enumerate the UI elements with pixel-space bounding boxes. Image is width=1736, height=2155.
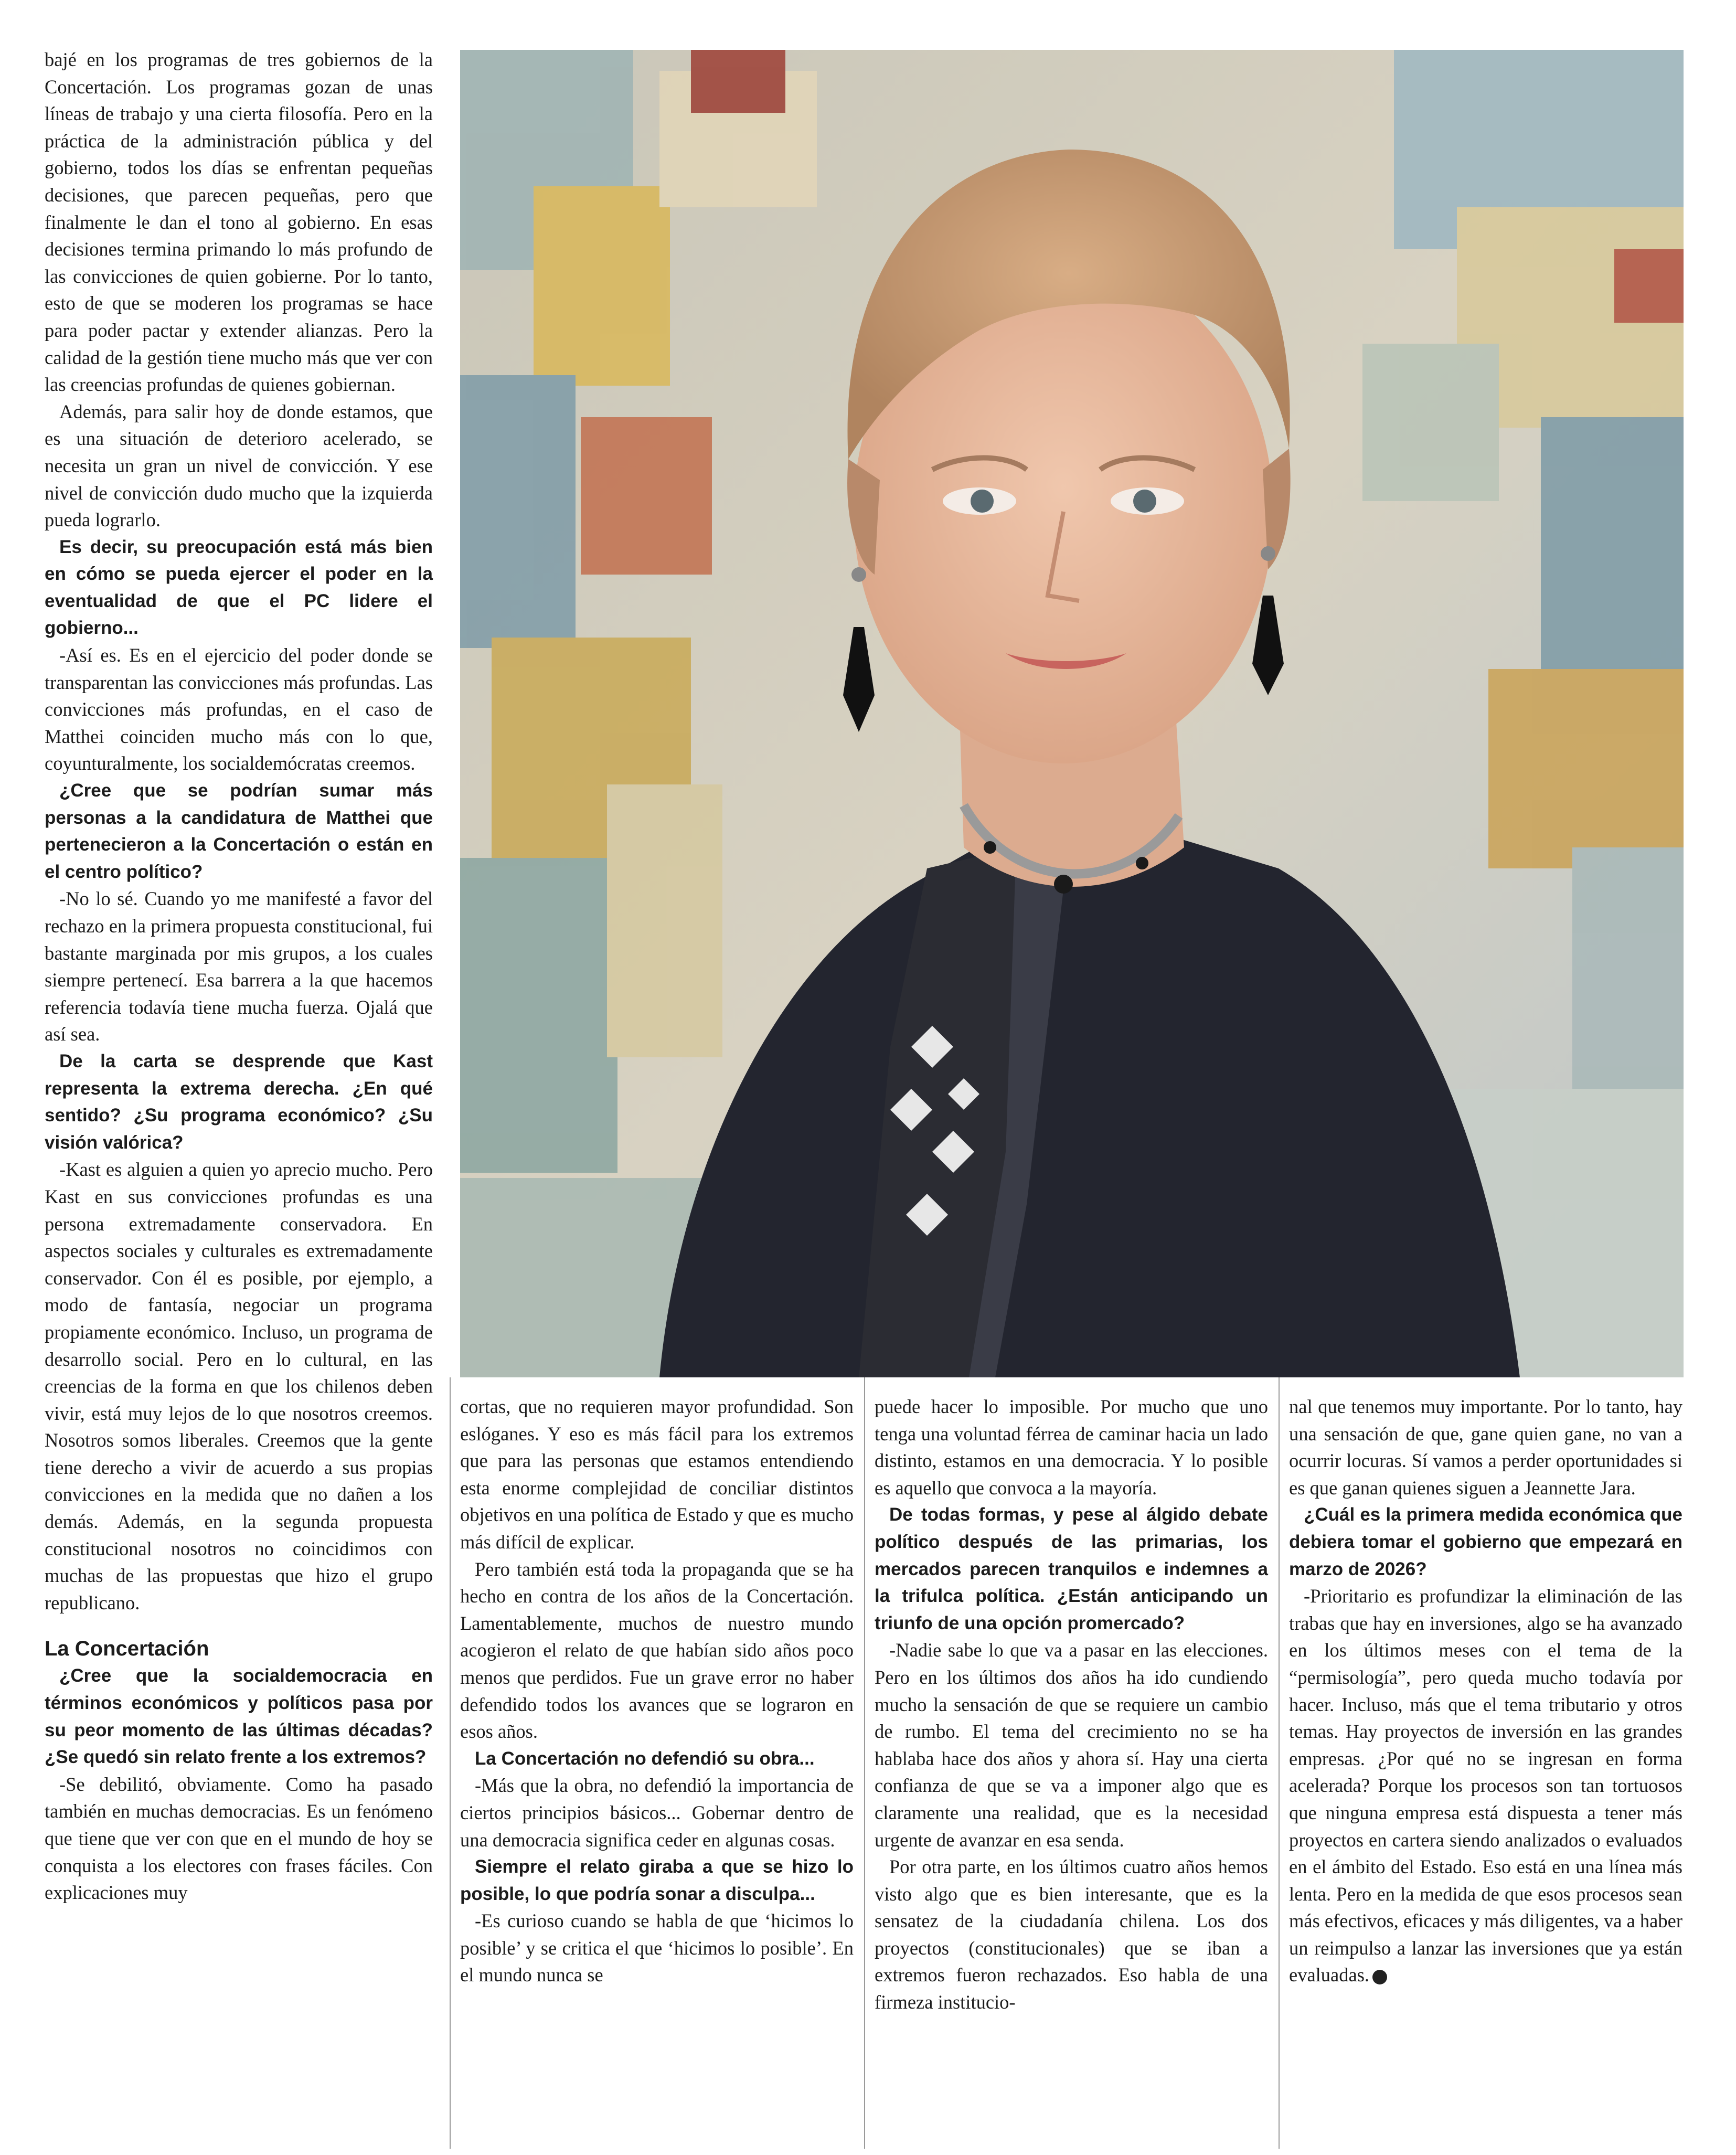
interview-question: La Concertación no defendió su obra... <box>475 1748 815 1769</box>
interview-question: De la carta se desprende que Kast representa la extrema derecha. ¿En qué sentido? ¿Su programa económico? ¿Su visión valórica? <box>45 1050 433 1153</box>
answer-text: -Prioritario es profundizar la eliminación de las trabas que hay en inversiones, algo se ha avanzado en los últimos meses con el tema de la “permisología”, pero queda mucho todavía por hacer. Incluso, más que el tema tributario y otros temas. Hay proyectos de inversión en las grandes empresas. ¿Por qué no se ingresan en forma acelerada? Porque los procesos son tan tortuosos que ninguna empresa está dispuesta a tener más proyectos en cartera siendo analizados o evaluados en el ámbito del Estado. Eso está en una línea más lenta. Pero en la medida de que esos procesos sean más efectivos, eficaces y más diligentes, va a haber un reimpulso a lanzar las inversiones que ya están evaluadas. <box>1289 1585 1682 1986</box>
interview-answer: -No lo sé. Cuando yo me manifesté a favor del rechazo en la primera propuesta constitucional, fui bastante marginada por mis grupos, a los cuales siempre pertenecí. Esa barrera a la que hacemos referencia todavía tiene mucha fuerza. Ojalá que así sea. <box>45 888 433 1045</box>
portrait-illustration <box>460 50 1684 1377</box>
column-divider <box>450 1377 451 2149</box>
column-1 <box>45 46 433 1906</box>
interview-answer: -Kast es alguien a quien yo aprecio mucho. Pero Kast en sus convicciones profundas es una persona extremadamente conservadora. En aspectos sociales y culturales es extremadamente conservador. Con él es posible, por ejemplo, a modo de fantasía, negociar un programa propiamente económico. Incluso, un programa de desarrollo social. Pero en lo cultural, en las creencias de la forma en que los chilenos deben vivir, está muy lejos de lo que nosotros creemos. Nosotros somos liberales. Creemos que la gente tiene derecho a vivir de acuerdo a sus propias convicciones en la medida que no dañen a los demás. Además, en la segunda propuesta constitucional nosotros no coincidimos con muchas de las propuestas que hizo el grupo republicano. <box>45 1159 433 1613</box>
paragraph: Por otra parte, en los últimos cuatro años hemos visto algo que es bien interesante, que es la sensatez de la ciudadanía chilena. Los dos proyectos (constitucionales) que se iban a extremos fueron rechazados. Eso habla de una firmeza institucio- <box>875 1856 1268 2013</box>
paragraph: nal que tenemos muy importante. Por lo tanto, hay una sensación de que, gane quien gane, no van a ocurrir locuras. Sí vamos a perder oportunidades si es que ganan quienes siguen a Jeannette Jara. <box>1289 1396 1682 1499</box>
interview-answer: -Se debilitó, obviamente. Como ha pasado también en muchas democracias. Es un fenómeno que tiene que ver con que en el mundo de hoy se conquista a los electores con frases fáciles. Con explicaciones muy <box>45 1773 433 1904</box>
interview-answer <box>1289 1583 1682 1989</box>
paragraph: cortas, que no requieren mayor profundidad. Son eslóganes. Y eso es más fácil para los extremos que para las personas que estamos entendiendo esta enorme complejidad de conciliar distintos objetivos en una política de Estado y que es mucho más difícil de explicar. <box>460 1396 854 1553</box>
interview-question: ¿Cree que se podrían sumar más personas a la candidatura de Matthei que pertenecieron a la Concertación o están en el centro político? <box>45 780 433 882</box>
paragraph: Además, para salir hoy de donde estamos, que es una situación de deterioro acelerado, se necesita un gran un nivel de convicción. Y ese nivel de convicción dudo mucho que la izquierda pueda lograrlo. <box>45 400 433 531</box>
column-divider <box>864 1377 865 2149</box>
column-2 <box>460 1393 854 1989</box>
interview-answer: -Así es. Es en el ejercicio del poder donde se transparentan las convicciones más profundas. Las convicciones más profundas, en el caso de Matthei coinciden mucho más con lo que, coyunturalmente, los socialdemócratas creemos. <box>45 644 433 774</box>
interview-question: ¿Cuál es la primera medida económica que debiera tomar el gobierno que empezará en marzo de 2026? <box>1289 1504 1682 1579</box>
column-divider <box>1279 1377 1280 2149</box>
interview-question: Siempre el relato giraba a que se hizo lo posible, lo que podría sonar a disculpa... <box>460 1856 854 1904</box>
column-4 <box>1289 1393 1682 1989</box>
paragraph: Pero también está toda la propaganda que se ha hecho en contra de los años de la Concertación. Lamentablemente, muchos de nuestro mundo acogieron el relato de que habían sido años poco menos que perdidos. Fue un grave error no haber defendido todos los avances que se lograron en esos años. <box>460 1558 854 1743</box>
interview-answer: -Nadie sabe lo que va a pasar en las elecciones. Pero en los últimos dos años ha ido cundiendo mucho la sensación de que se requiere un cambio de rumbo. El tema del crecimiento no se ha hablaba hace dos años y ahora sí. Hay una cierta confianza de que se va a imponer algo que es claramente una realidad, que es la necesidad urgente de avanzar en esa senda. <box>875 1639 1268 1851</box>
interview-question: Es decir, su preocupación está más bien en cómo se pueda ejercer el poder en la eventualidad de que el PC lidere el gobierno... <box>45 536 433 639</box>
interview-question: De todas formas, y pese al álgido debate político después de las primarias, los mercados parecen tranquilos e indemnes a la trifulca política. ¿Están anticipando un triunfo de una opción promercado? <box>875 1504 1268 1633</box>
paragraph: bajé en los programas de tres gobiernos de la Concertación. Los programas gozan de unas líneas de trabajo y una cierta filosofía. Pero en la práctica de la administración pública y del gobierno, todos los días se enfrentan pequeñas decisiones, que parecen pequeñas, pero que finalmente le dan el tono al gobierno. En esas decisiones termina primando lo más profundo de las convicciones de quien gobierne. Por lo tanto, esto de que se moderen los programas se hace para poder pactar y extender alianzas. Pero la calidad de la gestión tiene mucho más que ver con las creencias profundas de quienes gobiernan. <box>45 49 433 396</box>
interview-question: ¿Cree que la socialdemocracia en términos económicos y políticos pasa por su peor momento de las últimas décadas? ¿Se quedó sin relato frente a los extremos? <box>45 1665 433 1768</box>
end-of-article-icon: P <box>1372 1970 1387 1984</box>
interview-answer: -Más que la obra, no defendió la importancia de ciertos principios básicos... Gobernar dentro de una democracia significa ceder en algunas cosas. <box>460 1775 854 1851</box>
paragraph: puede hacer lo imposible. Por mucho que uno tenga una voluntad férrea de caminar hacia un lado distinto, estamos en una democracia. Y lo posible es aquello que convoca a la mayoría. <box>875 1396 1268 1499</box>
interview-answer: -Es curioso cuando se habla de que ‘hicimos lo posible’ y se critica el que ‘hicimos lo posible’. En el mundo nunca se <box>460 1910 854 1986</box>
column-3 <box>875 1393 1268 2016</box>
portrait-photo <box>460 50 1684 1377</box>
section-heading: La Concertación <box>45 1637 209 1661</box>
